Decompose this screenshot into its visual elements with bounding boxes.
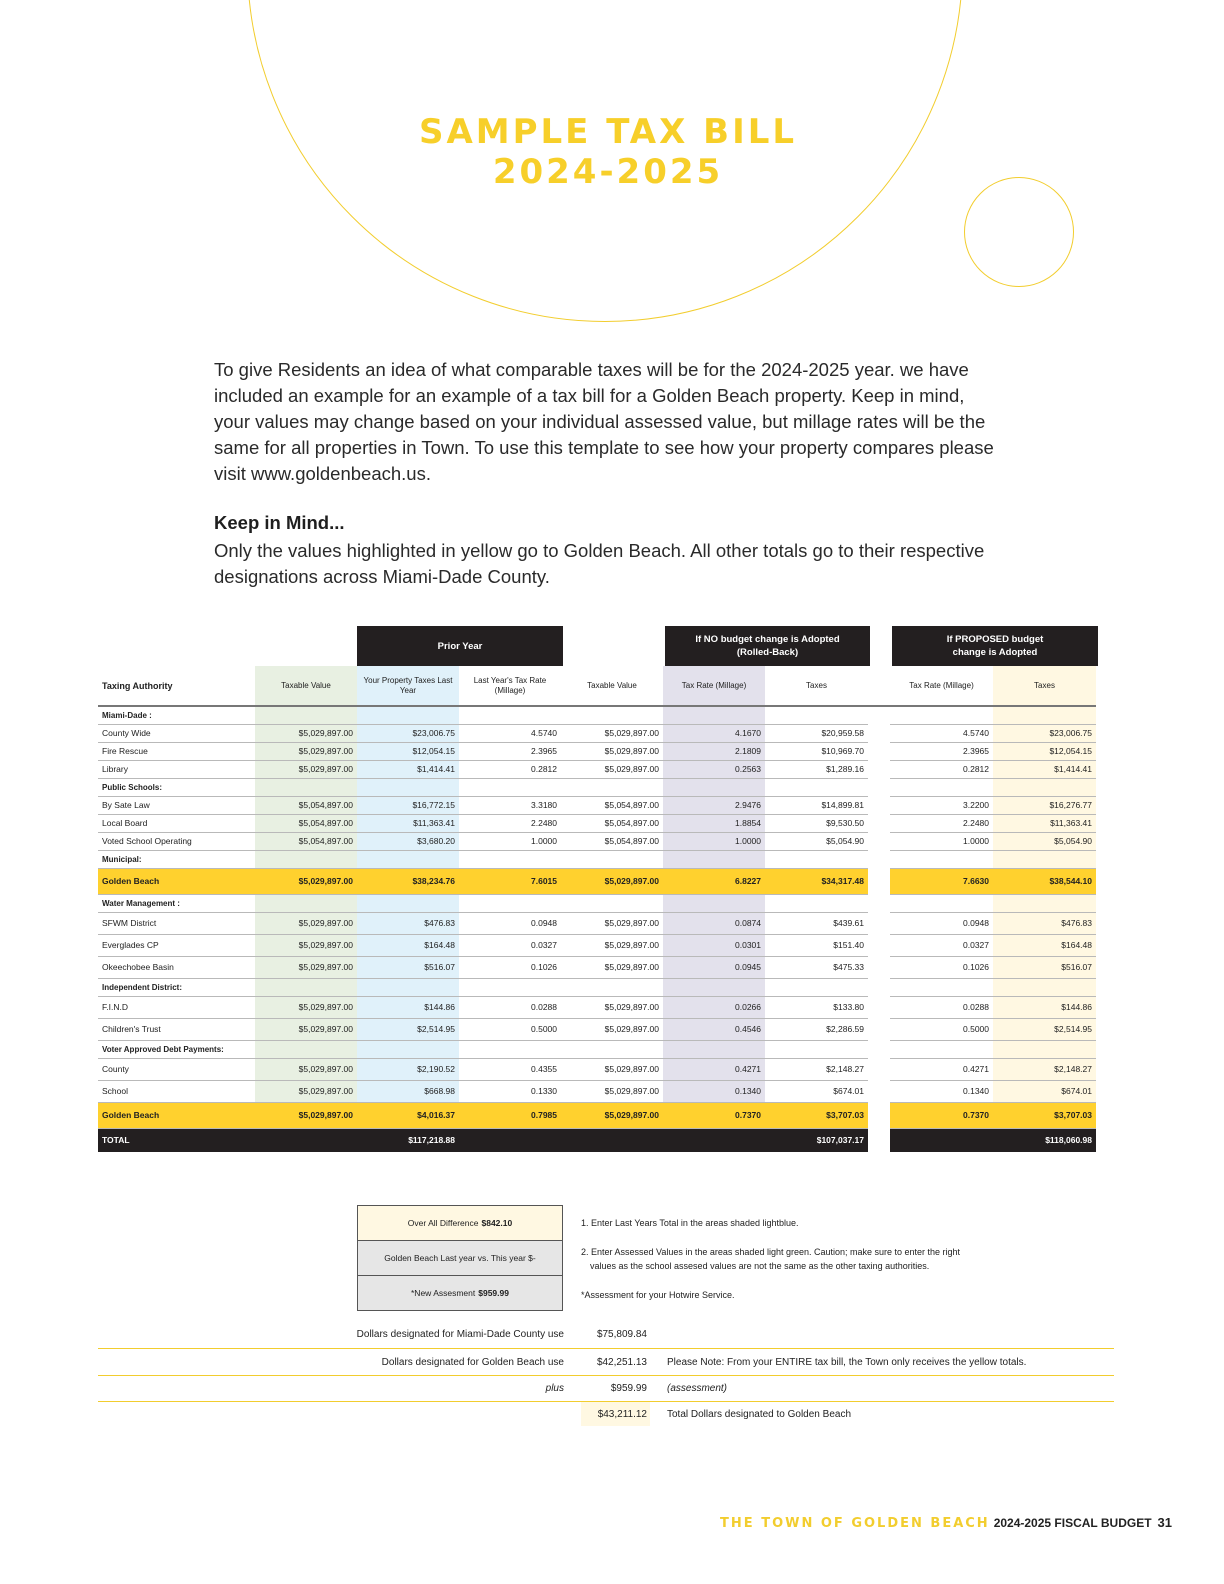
table-row [98, 742, 1096, 760]
plus-label: plus [545, 1383, 564, 1394]
new-assessment-value: $959.99 [478, 1288, 509, 1298]
column-header-row [98, 666, 1096, 706]
cell-value: 2.3965 [459, 742, 561, 760]
empty-cell [357, 894, 459, 912]
page-footer [720, 1515, 1172, 1531]
cell-value: 0.1026 [459, 956, 561, 978]
cell-value: $5,029,897.00 [255, 1058, 357, 1080]
note-1: 1. Enter Last Years Total in the areas shaded lightblue. [581, 1218, 799, 1228]
empty-cell [890, 706, 993, 724]
empty-cell [765, 1040, 868, 1058]
empty-cell [765, 894, 868, 912]
cell-value: $14,899.81 [765, 796, 868, 814]
title-line-1: SAMPLE TAX BILL [418, 112, 798, 152]
cell-value: 0.4355 [459, 1058, 561, 1080]
column-header: Taxable Value [255, 666, 357, 706]
cell-value: 0.0301 [663, 934, 765, 956]
cell-value: 3.2200 [890, 796, 993, 814]
cell-value: 0.0288 [459, 996, 561, 1018]
row-label: Golden Beach [98, 1102, 255, 1128]
cell-value: $4,016.37 [357, 1102, 459, 1128]
cell-value: 7.6630 [890, 868, 993, 894]
cell-value: $117,218.88 [357, 1128, 459, 1152]
category-row [98, 1040, 1096, 1058]
cell-value: $107,037.17 [765, 1128, 868, 1152]
empty-cell [663, 1040, 765, 1058]
miami-dade-value: $75,809.84 [596, 1329, 647, 1340]
cell-value: 2.1809 [663, 742, 765, 760]
row-label: Independent District: [98, 978, 255, 996]
summary-row-miami [98, 1322, 1114, 1348]
row-label: Local Board [98, 814, 255, 832]
empty-cell [765, 978, 868, 996]
cell-value: $516.07 [357, 956, 459, 978]
cell-value: 7.6015 [459, 868, 561, 894]
golden-beach-note: Please Note: From your ENTIRE tax bill, the Town only receives the yellow totals. [667, 1357, 1027, 1368]
cell-value: $5,029,897.00 [561, 1080, 663, 1102]
empty-cell [561, 1040, 663, 1058]
empty-cell [890, 778, 993, 796]
cell-value: $516.07 [993, 956, 1096, 978]
table-row [98, 724, 1096, 742]
cell-value: $164.48 [993, 934, 1096, 956]
row-label: TOTAL [98, 1128, 255, 1152]
empty-cell [890, 850, 993, 868]
cell-value: $151.40 [765, 934, 868, 956]
cell-value: $3,707.03 [993, 1102, 1096, 1128]
page-number: 31 [1157, 1515, 1172, 1530]
footer-budget: 2024-2025 FISCAL BUDGET [993, 1516, 1152, 1530]
cell-value: $12,054.15 [357, 742, 459, 760]
cell-value: $475.33 [765, 956, 868, 978]
cell-value: $5,029,897.00 [561, 956, 663, 978]
cell-value: $5,029,897.00 [561, 742, 663, 760]
empty-cell [561, 978, 663, 996]
gb-comparison-box [357, 1240, 563, 1276]
cell-value: $11,363.41 [357, 814, 459, 832]
note-3: *Assessment for your Hotwire Service. [581, 1290, 735, 1300]
row-label: Municipal: [98, 850, 255, 868]
cell-value: 0.0948 [459, 912, 561, 934]
cell-value: 0.7370 [890, 1102, 993, 1128]
empty-cell [255, 894, 357, 912]
empty-cell [890, 894, 993, 912]
empty-cell [993, 894, 1096, 912]
row-label: SFWM District [98, 912, 255, 934]
cell-value: $2,148.27 [765, 1058, 868, 1080]
cell-value: $12,054.15 [993, 742, 1096, 760]
cell-value: 2.2480 [890, 814, 993, 832]
empty-cell [357, 978, 459, 996]
row-label: Library [98, 760, 255, 778]
footer-town: THE TOWN OF GOLDEN BEACH [720, 1516, 990, 1531]
cell-value: $118,060.98 [993, 1128, 1096, 1152]
cell-value: $144.86 [357, 996, 459, 1018]
cell-value: 1.0000 [890, 832, 993, 850]
table-row [98, 760, 1096, 778]
cell-value: $144.86 [993, 996, 1096, 1018]
cell-value: $5,054,897.00 [255, 814, 357, 832]
cell-value: $5,029,897.00 [561, 868, 663, 894]
cell-value: $5,054.90 [765, 832, 868, 850]
cell-value: $1,414.41 [357, 760, 459, 778]
empty-cell [459, 850, 561, 868]
empty-cell [663, 706, 765, 724]
cell-value [561, 1128, 663, 1152]
column-header: Taxable Value [561, 666, 663, 706]
empty-cell [663, 778, 765, 796]
empty-cell [561, 778, 663, 796]
cell-value: 0.4271 [890, 1058, 993, 1080]
cell-value: $16,772.15 [357, 796, 459, 814]
table-row [98, 1080, 1096, 1102]
row-label: Children's Trust [98, 1018, 255, 1040]
empty-cell [459, 894, 561, 912]
cell-value: 2.9476 [663, 796, 765, 814]
cell-value: $1,414.41 [993, 760, 1096, 778]
cell-value: 0.0288 [890, 996, 993, 1018]
divider [98, 1348, 1114, 1349]
column-header: Last Year's Tax Rate (Millage) [459, 666, 561, 706]
cell-value: $5,054,897.00 [561, 832, 663, 850]
plus-value: $959.99 [610, 1383, 647, 1394]
cell-value: $5,029,897.00 [255, 934, 357, 956]
cell-value: $476.83 [357, 912, 459, 934]
row-label: County [98, 1058, 255, 1080]
empty-cell [255, 706, 357, 724]
row-label: Public Schools: [98, 778, 255, 796]
cell-value: $133.80 [765, 996, 868, 1018]
cell-value: 0.1340 [890, 1080, 993, 1102]
table-row [98, 1018, 1096, 1040]
empty-cell [993, 778, 1096, 796]
cell-value: 2.3965 [890, 742, 993, 760]
row-label: School [98, 1080, 255, 1102]
cell-value [255, 1128, 357, 1152]
cell-value: $476.83 [993, 912, 1096, 934]
category-row [98, 778, 1096, 796]
empty-cell [357, 850, 459, 868]
empty-cell [663, 894, 765, 912]
cell-value [663, 1128, 765, 1152]
column-header: Taxing Authority [98, 666, 255, 706]
cell-value: $3,707.03 [765, 1102, 868, 1128]
row-label: County Wide [98, 724, 255, 742]
cell-value: 0.0266 [663, 996, 765, 1018]
tax-table [98, 666, 1096, 1152]
cell-value: 0.4271 [663, 1058, 765, 1080]
cell-value: 2.2480 [459, 814, 561, 832]
cell-value: $2,148.27 [993, 1058, 1096, 1080]
cell-value: 4.5740 [890, 724, 993, 742]
cell-value: $2,514.95 [993, 1018, 1096, 1040]
gb-comparison-label: Golden Beach Last year vs. This year $- [384, 1253, 536, 1263]
row-label: Fire Rescue [98, 742, 255, 760]
cell-value: $5,054,897.00 [561, 796, 663, 814]
golden-beach-label: Dollars designated for Golden Beach use [381, 1357, 564, 1368]
cell-value: $674.01 [765, 1080, 868, 1102]
empty-cell [993, 850, 1096, 868]
empty-cell [765, 850, 868, 868]
overall-difference-box [357, 1205, 563, 1241]
total-gb-value: $43,211.12 [597, 1409, 647, 1420]
plus-note: (assessment) [667, 1383, 728, 1394]
cell-value: $16,276.77 [993, 796, 1096, 814]
keep-in-mind-heading: Keep in Mind... [214, 512, 345, 533]
empty-cell [459, 706, 561, 724]
cell-value: 4.5740 [459, 724, 561, 742]
empty-cell [993, 1040, 1096, 1058]
column-header: Tax Rate (Millage) [663, 666, 765, 706]
cell-value: $5,029,897.00 [255, 996, 357, 1018]
row-label: Golden Beach [98, 868, 255, 894]
cell-value: $10,969.70 [765, 742, 868, 760]
cell-value: $5,029,897.00 [561, 912, 663, 934]
cell-value: $23,006.75 [357, 724, 459, 742]
table-row [98, 996, 1096, 1018]
cell-value: $5,029,897.00 [255, 912, 357, 934]
empty-cell [459, 778, 561, 796]
column-header: Taxes [765, 666, 868, 706]
empty-cell [255, 850, 357, 868]
cell-value: $5,029,897.00 [255, 1018, 357, 1040]
new-assessment-box [357, 1275, 563, 1311]
cell-value: 0.0945 [663, 956, 765, 978]
decorative-small-circle [964, 177, 1074, 287]
cell-value: $1,289.16 [765, 760, 868, 778]
empty-cell [459, 978, 561, 996]
cell-value: $674.01 [993, 1080, 1096, 1102]
table-row [98, 956, 1096, 978]
cell-value: $5,029,897.00 [561, 934, 663, 956]
cell-value: $5,029,897.00 [255, 1102, 357, 1128]
empty-cell [255, 978, 357, 996]
cell-value: 0.1026 [890, 956, 993, 978]
cell-value: $668.98 [357, 1080, 459, 1102]
cell-value: $38,234.76 [357, 868, 459, 894]
cell-value [459, 1128, 561, 1152]
row-label: Miami-Dade : [98, 706, 255, 724]
cell-value: $5,054,897.00 [255, 796, 357, 814]
empty-cell [459, 1040, 561, 1058]
cell-value: $5,029,897.00 [255, 956, 357, 978]
row-label: Okeechobee Basin [98, 956, 255, 978]
cell-value: $5,054,897.00 [255, 832, 357, 850]
cell-value: $5,029,897.00 [561, 724, 663, 742]
golden-beach-value: $42,251.13 [596, 1357, 647, 1368]
cell-value: 1.8854 [663, 814, 765, 832]
empty-cell [663, 850, 765, 868]
empty-cell [255, 778, 357, 796]
row-label: By Sate Law [98, 796, 255, 814]
cell-value: $2,286.59 [765, 1018, 868, 1040]
empty-cell [357, 778, 459, 796]
miami-dade-label: Dollars designated for Miami-Dade County use [356, 1329, 564, 1340]
empty-cell [765, 706, 868, 724]
cell-value: 0.0874 [663, 912, 765, 934]
cell-value: $11,363.41 [993, 814, 1096, 832]
intro-paragraph: To give Residents an idea of what comparable taxes will be for the 2024-2025 year. we have included an example for an example of a tax bill for a Golden Beach property. Keep in mind, your values may change based on your individual assessed value, but millage rates will be the same for all properties in Town. To use this template to see how your property compares please visit www.goldenbeach.us. [214, 359, 994, 484]
table-row [98, 1058, 1096, 1080]
keep-in-mind-text: Only the values highlighted in yellow go to Golden Beach. All other totals go to their respective designations across Miami-Dade County. [214, 540, 985, 587]
category-row [98, 706, 1096, 724]
cell-value: $5,054,897.00 [561, 814, 663, 832]
cell-value: $23,006.75 [993, 724, 1096, 742]
overall-difference-value: $842.10 [481, 1218, 513, 1228]
title-line-2: 2024-2025 [492, 152, 724, 192]
cell-value: $5,029,897.00 [561, 1018, 663, 1040]
column-header: Taxes [993, 666, 1096, 706]
cell-value: 0.4546 [663, 1018, 765, 1040]
cell-value: 1.0000 [663, 832, 765, 850]
row-label: Water Management : [98, 894, 255, 912]
cell-value: $5,029,897.00 [255, 868, 357, 894]
cell-value: 0.1340 [663, 1080, 765, 1102]
total-gb-note: Total Dollars designated to Golden Beach [667, 1409, 852, 1420]
empty-cell [993, 978, 1096, 996]
cell-value: 4.1670 [663, 724, 765, 742]
cell-value: $5,029,897.00 [255, 742, 357, 760]
note-2b: values as the school assesed values are not the same as the other taxing authorities. [590, 1261, 930, 1271]
column-header: Tax Rate (Millage) [890, 666, 993, 706]
column-header: Your Property Taxes Last Year [357, 666, 459, 706]
cell-value: $5,029,897.00 [255, 1080, 357, 1102]
empty-cell [663, 978, 765, 996]
cell-value: $3,680.20 [357, 832, 459, 850]
cell-value: $20,959.58 [765, 724, 868, 742]
category-row [98, 850, 1096, 868]
table-row [98, 912, 1096, 934]
cell-value: $2,190.52 [357, 1058, 459, 1080]
row-label: Everglades CP [98, 934, 255, 956]
empty-cell [357, 706, 459, 724]
header-prior-year: Prior Year [357, 626, 563, 666]
cell-value: 0.2563 [663, 760, 765, 778]
table-row [98, 868, 1096, 894]
cell-value: $5,029,897.00 [561, 1102, 663, 1128]
cell-value: 0.2812 [890, 760, 993, 778]
table-row [98, 796, 1096, 814]
summary-row-total [98, 1402, 1114, 1428]
summary-row-plus [98, 1376, 1114, 1402]
cell-value: 0.1330 [459, 1080, 561, 1102]
cell-value: 6.8227 [663, 868, 765, 894]
cell-value: $2,514.95 [357, 1018, 459, 1040]
cell-value: 0.0327 [890, 934, 993, 956]
cell-value: 1.0000 [459, 832, 561, 850]
table-row [98, 814, 1096, 832]
cell-value: 0.5000 [890, 1018, 993, 1040]
cell-value: $164.48 [357, 934, 459, 956]
cell-value [890, 1128, 993, 1152]
empty-cell [561, 850, 663, 868]
cell-value: 3.3180 [459, 796, 561, 814]
empty-cell [561, 706, 663, 724]
summary-row-golden-beach [98, 1350, 1114, 1376]
empty-cell [890, 1040, 993, 1058]
empty-cell [255, 1040, 357, 1058]
cell-value: 0.0948 [890, 912, 993, 934]
empty-cell [993, 706, 1096, 724]
row-label: F.I.N.D [98, 996, 255, 1018]
cell-value: $34,317.48 [765, 868, 868, 894]
total-row [98, 1128, 1096, 1152]
cell-value: $5,029,897.00 [255, 760, 357, 778]
cell-value: $5,029,897.00 [255, 724, 357, 742]
empty-cell [561, 894, 663, 912]
row-label: Voted School Operating [98, 832, 255, 850]
header-proposed: If PROPOSED budget change is Adopted [892, 626, 1098, 666]
table-row [98, 1102, 1096, 1128]
header-no-change: If NO budget change is Adopted (Rolled-Back) [665, 626, 870, 666]
cell-value: 0.2812 [459, 760, 561, 778]
category-row [98, 978, 1096, 996]
cell-value: 0.0327 [459, 934, 561, 956]
cell-value: $5,054.90 [993, 832, 1096, 850]
cell-value: $5,029,897.00 [561, 760, 663, 778]
new-assessment-label: *New Assesment [411, 1288, 476, 1298]
cell-value: $5,029,897.00 [561, 996, 663, 1018]
cell-value: 0.5000 [459, 1018, 561, 1040]
cell-value: $9,530.50 [765, 814, 868, 832]
category-row [98, 894, 1096, 912]
cell-value: $5,029,897.00 [561, 1058, 663, 1080]
table-row [98, 934, 1096, 956]
empty-cell [890, 978, 993, 996]
cell-value: 0.7370 [663, 1102, 765, 1128]
cell-value: $439.61 [765, 912, 868, 934]
cell-value: 0.7985 [459, 1102, 561, 1128]
empty-cell [357, 1040, 459, 1058]
table-row [98, 832, 1096, 850]
row-label: Voter Approved Debt Payments: [98, 1040, 255, 1058]
page-title [300, 112, 916, 192]
empty-cell [765, 778, 868, 796]
overall-difference-label: Over All Difference [407, 1218, 479, 1228]
cell-value: $38,544.10 [993, 868, 1096, 894]
note-2a: 2. Enter Assessed Values in the areas shaded light green. Caution; make sure to enter the right [581, 1247, 961, 1257]
